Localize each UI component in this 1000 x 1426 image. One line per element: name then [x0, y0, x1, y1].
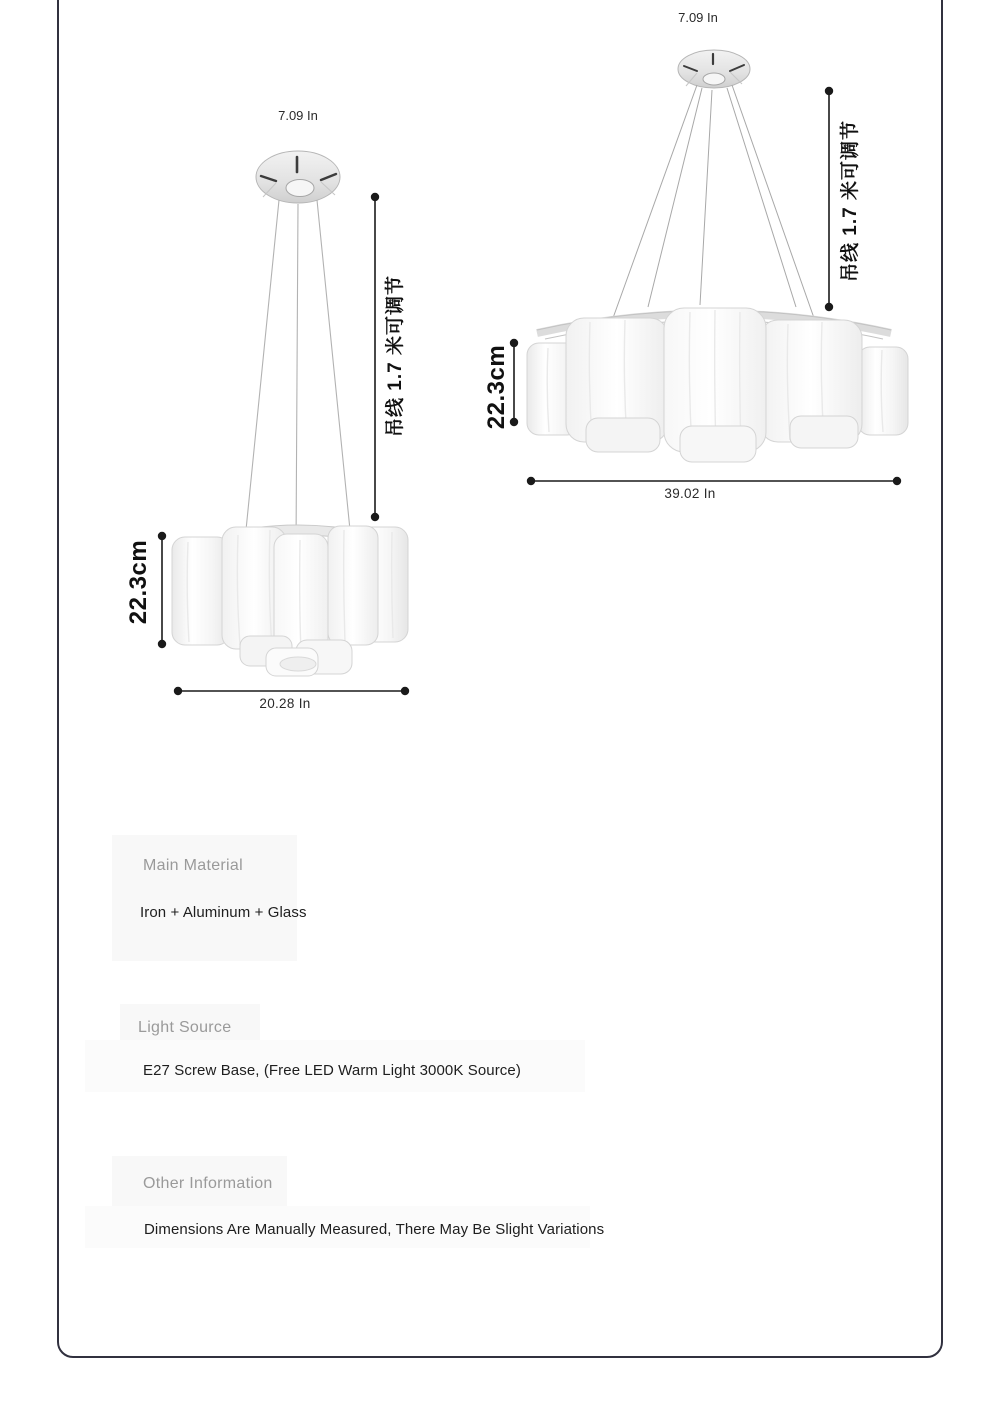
left-width-dimension-line	[175, 688, 409, 695]
right-height-label: 22.3cm	[483, 344, 510, 430]
left-hang-dimension-line	[372, 194, 379, 521]
left-lamp-illustration	[172, 151, 408, 676]
right-lamp-cables	[613, 85, 814, 318]
right-width-dimension-line	[528, 478, 901, 485]
left-width-label: 20.28 In	[259, 696, 311, 711]
right-hang-dimension-line	[826, 88, 833, 311]
right-canopy-width-label: 7.09 In	[678, 10, 718, 25]
right-lamp-shades	[527, 308, 908, 462]
left-lamp-cables	[245, 200, 351, 548]
right-hanging-wire-label: 吊线 1.7 米可调节	[839, 120, 861, 282]
section-background-block	[112, 835, 297, 961]
left-canopy-width-label: 7.09 In	[278, 108, 318, 123]
left-height-label: 22.3cm	[125, 539, 152, 625]
other-information-heading: Other Information	[143, 1175, 273, 1192]
main-material-value: Iron + Aluminum + Glass	[140, 904, 307, 921]
main-material-heading: Main Material	[143, 857, 243, 874]
left-hanging-wire-label: 吊线 1.7 米可调节	[384, 275, 406, 437]
light-source-heading: Light Source	[138, 1019, 232, 1036]
left-lamp-canopy	[256, 151, 340, 203]
other-information-value: Dimensions Are Manually Measured, There May Be Slight Variations	[144, 1221, 605, 1238]
right-lamp-canopy	[678, 50, 750, 88]
left-lamp-shades	[172, 525, 408, 676]
left-height-dimension-line	[159, 533, 166, 648]
right-width-label: 39.02 In	[664, 486, 716, 501]
light-source-value: E27 Screw Base, (Free LED Warm Light 3000K Source)	[143, 1062, 521, 1079]
